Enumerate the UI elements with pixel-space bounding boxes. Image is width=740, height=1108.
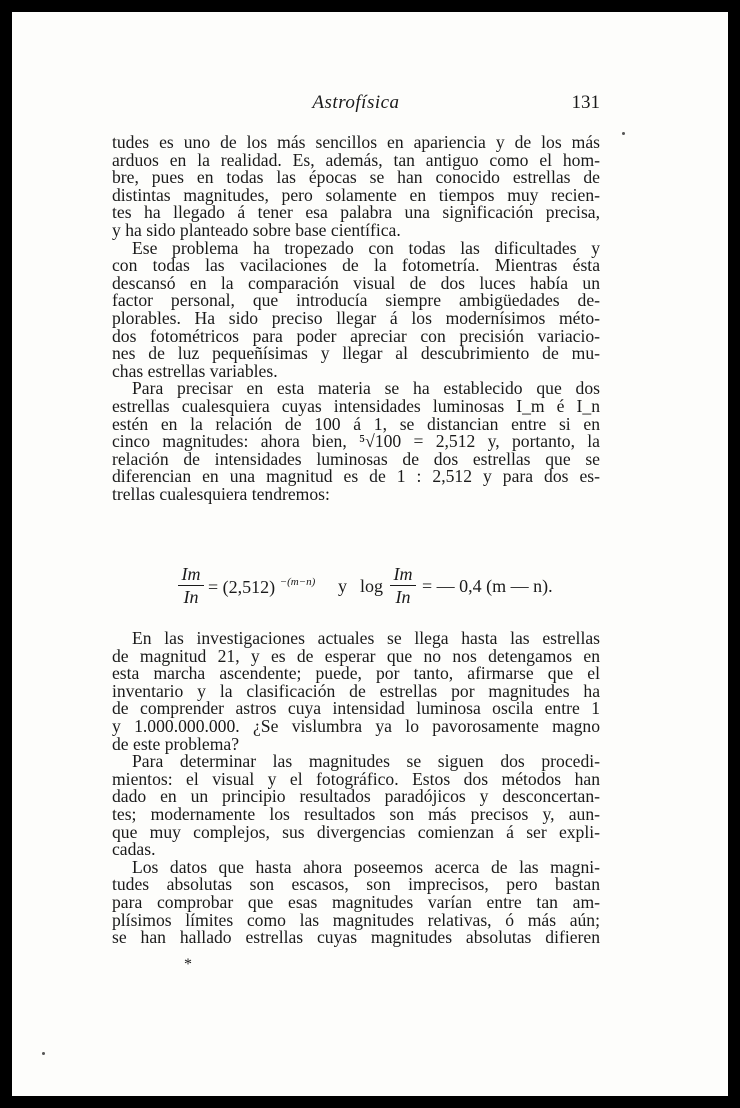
- body-text-lower: [112, 630, 600, 947]
- text-line: dado en un principio resultados paradójicos y desconcertan-: [112, 786, 600, 807]
- text-line: dos fotométricos para poder apreciar con precisión variacio-: [112, 325, 600, 346]
- text-line: de magnitud 21, y es de esperar que no nos detengamos en: [112, 645, 600, 666]
- text-line: y 1.000.000.000. ¿Se vislumbra ya lo pavorosamente magno: [112, 715, 600, 736]
- text-line: chas estrellas variables.: [112, 360, 278, 381]
- body-text-upper: [112, 134, 600, 503]
- magnitude-formula: [172, 560, 572, 610]
- text-line: Los datos que hasta ahora poseemos acerca de las magni-: [132, 856, 600, 877]
- text-line: plísimos límites como las magnitudes relativas, ó más aún;: [112, 909, 600, 930]
- page-number: 131: [571, 92, 600, 113]
- text-line: tudes absolutas son escasos, son imprecisos, pero bastan: [112, 874, 600, 895]
- text-line: diferencian en una magnitud es de 1 : 2,512 y para dos es-: [112, 466, 600, 487]
- text-line: estrellas cualesquiera cuyas intensidades luminosas I_m é I_n: [112, 395, 600, 416]
- book-page: [12, 12, 728, 1096]
- text-line: descansó en la comparación visual de dos luces había un: [112, 272, 600, 293]
- speck-mark: [622, 132, 625, 135]
- text-line: cadas.: [112, 839, 156, 860]
- text-line: estén en la relación de 100 á 1, se distancian entre si en: [112, 413, 600, 434]
- text-line: nes de luz pequeñísimas y llegar al descubrimiento de mu-: [112, 343, 600, 364]
- text-line: factor personal, que introducía siempre ambigüedades de-: [112, 290, 600, 311]
- running-title: Astrofísica: [312, 92, 400, 113]
- text-line: para comprobar que esas magnitudes varían entre tan am-: [112, 891, 600, 912]
- text-line: arduos en la realidad. Es, además, tan antiguo como el hom-: [112, 149, 600, 170]
- text-line: se han hallado estrellas cuyas magnitudes absolutas difieren: [112, 927, 600, 948]
- formula-base: = (2,512): [208, 577, 276, 597]
- text-line: con todas las vacilaciones de la fotometría. Mientras ésta: [112, 255, 600, 276]
- text-line: relación de intensidades luminosas de dos estrellas que se: [112, 448, 600, 469]
- fraction-bar: [390, 585, 416, 586]
- text-line: distintas magnitudes, pero solamente en tiempos muy recien-: [112, 184, 600, 205]
- text-line: mientos: el visual y el fotográfico. Estos dos métodos han: [112, 768, 600, 789]
- formula-log: log: [360, 576, 384, 596]
- formula-power-term: [208, 576, 315, 598]
- text-line: En las investigaciones actuales se llega hasta las estrellas: [132, 628, 600, 648]
- text-line: de este problema?: [112, 733, 240, 754]
- text-line: cinco magnitudes: ahora bien, ⁵√100 = 2,512 y, portanto, la: [112, 431, 600, 452]
- fraction-intensity-ratio: [178, 564, 204, 607]
- formula-conjunction: y: [338, 576, 347, 596]
- text-line: trellas cualesquiera tendremos:: [112, 483, 330, 504]
- speck-mark: [42, 1052, 45, 1055]
- page-header: [112, 92, 600, 120]
- fraction-denominator: In: [395, 587, 411, 607]
- text-line: Para precisar en esta materia se ha establecido que dos: [132, 378, 600, 399]
- text-line: tudes es uno de los más sencillos en apariencia y de los más: [112, 132, 600, 152]
- fraction-numerator: Im: [393, 564, 413, 584]
- fraction-bar: [178, 585, 204, 586]
- text-line: bre, pues en todas las épocas se han conocido estrellas de: [112, 167, 600, 188]
- text-line: Para determinar las magnitudes se siguen dos procedi-: [132, 751, 600, 772]
- text-line: que muy complejos, sus divergencias comienzan á ser expli-: [112, 821, 600, 842]
- fraction-denominator: In: [183, 587, 199, 607]
- text-line: Ese problema ha tropezado con todas las dificultades y: [132, 237, 600, 258]
- fraction-intensity-ratio-log: [390, 564, 416, 607]
- text-line: esta marcha ascendente; puede, por tanto, afirmarse que el: [112, 663, 600, 684]
- text-line: y ha sido planteado sobre base científica.: [112, 219, 401, 240]
- text-line: tes ha llegado á tener esa palabra una significación precisa,: [112, 202, 600, 223]
- text-line: de comprender astros cuya intensidad luminosa oscila entre 1: [112, 698, 600, 719]
- formula-exponent: −(m−n): [279, 576, 316, 588]
- text-line: plorables. Ha sido preciso llegar á los modernísimos méto-: [112, 307, 600, 328]
- text-line: inventario y la clasificación de estrellas por magnitudes ha: [112, 680, 600, 701]
- footer-asterisk: *: [184, 956, 192, 973]
- fraction-numerator: Im: [181, 564, 201, 584]
- text-line: tes; modernamente los resultados son más precisos y, aun-: [112, 803, 600, 824]
- formula-result: = — 0,4 (m — n).: [422, 576, 553, 596]
